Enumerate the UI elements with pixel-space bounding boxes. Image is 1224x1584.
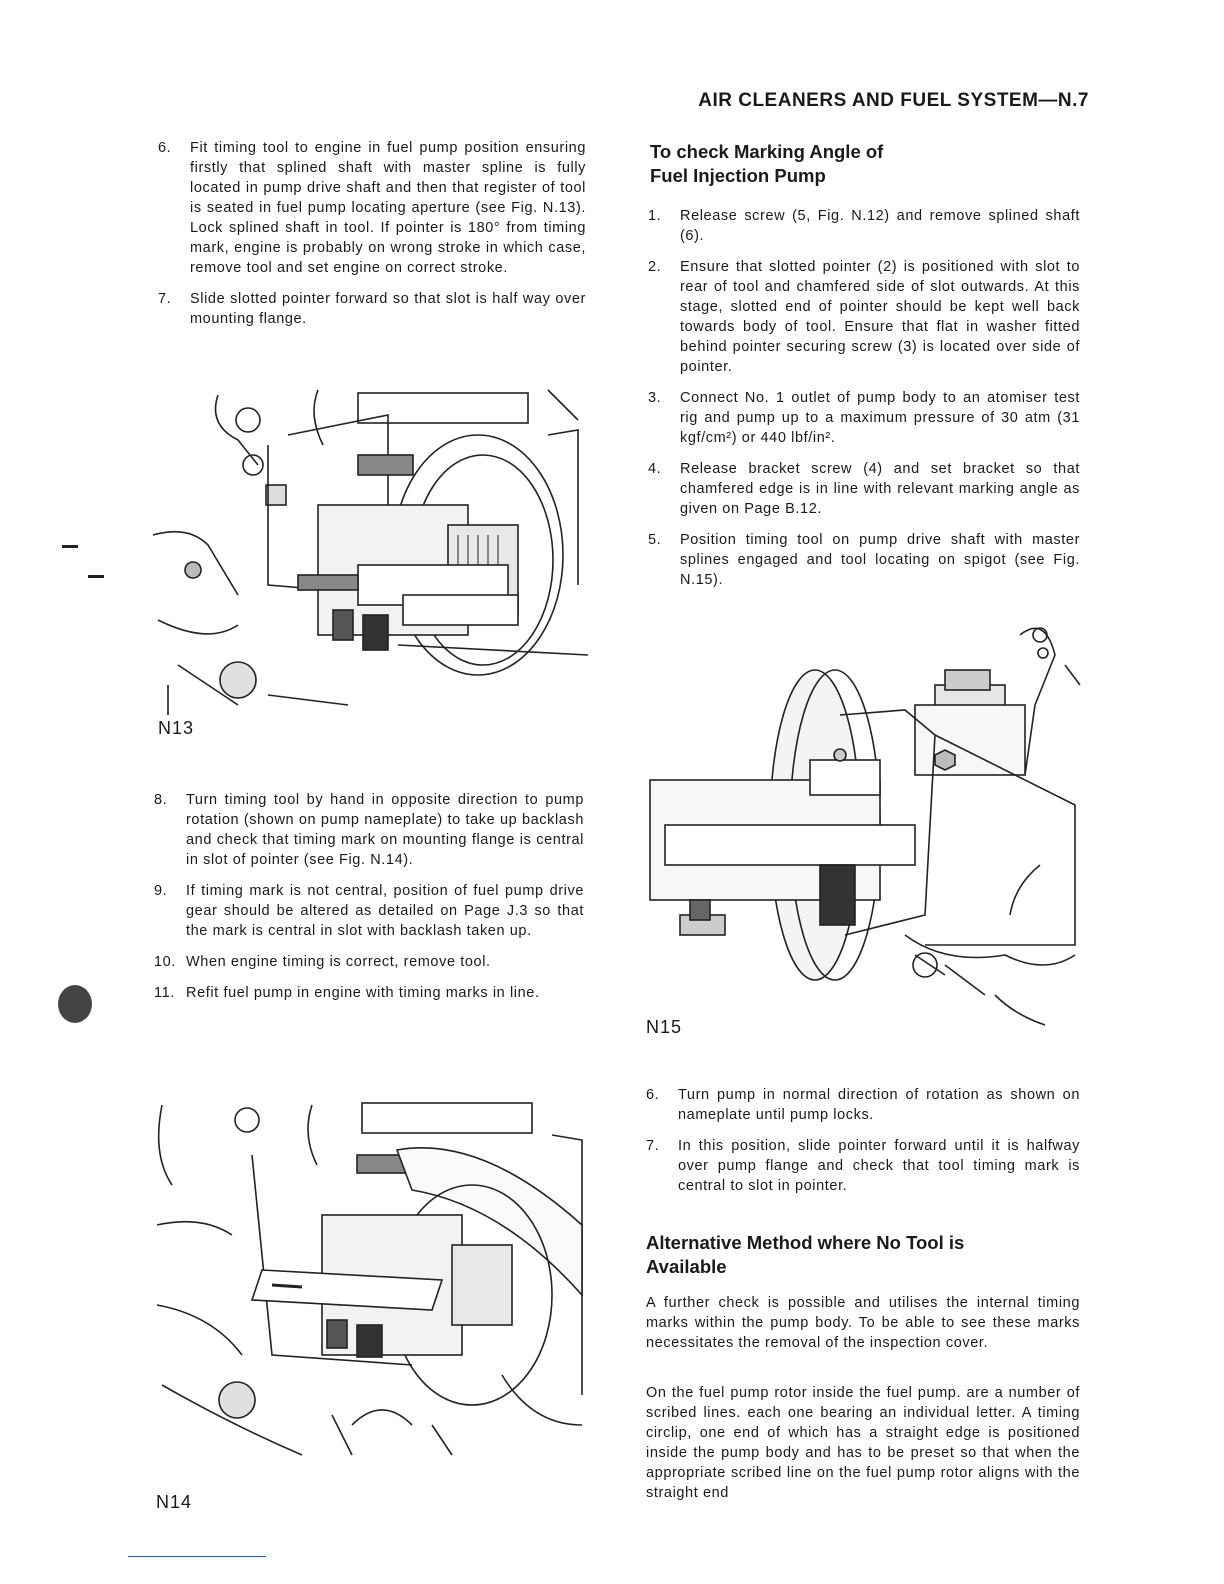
step-text: Refit fuel pump in engine with timing marks in line. — [186, 985, 540, 1001]
step-number: 8. — [154, 792, 168, 808]
section-title-alternative — [646, 1231, 1086, 1279]
alternative-paragraph-2: On the fuel pump rotor inside the fuel pump. are a number of scribed lines. each one bearing an individual letter. A timing circlip, one end of which has a straight edge is positioned inside the pump body and has to be preset so that when the appropriate scribed line on the fuel pump rotor aligns with the straight end — [646, 1385, 1080, 1501]
margin-mark-dash — [62, 545, 78, 548]
list-item — [648, 257, 1080, 377]
figure-n13-drawing — [148, 385, 588, 715]
figure-n14-drawing — [152, 1095, 587, 1465]
step-text: Fit timing tool to engine in fuel pump position ensuring firstly that splined shaft with master spline is fully located in pump drive shaft and then that register of tool is seated in fuel pump locating aperture (see Fig. N.13). Lock splined shaft in tool. If pointer is 180° from timing mark, engine is probably on wrong stroke in which case, remove tool and set engine on correct stroke. — [190, 140, 586, 276]
step-text: Release screw (5, Fig. N.12) and remove splined shaft (6). — [680, 208, 1080, 244]
list-item — [154, 881, 584, 941]
step-text: Position timing tool on pump drive shaft with master splines engaged and tool locating on spigot (see Fig. N.15). — [680, 532, 1080, 588]
step-number: 1. — [648, 208, 662, 224]
right-steps-b — [646, 1085, 1080, 1207]
list-item — [648, 388, 1080, 448]
margin-mark-dash — [88, 575, 104, 578]
step-text: If timing mark is not central, position of fuel pump drive gear should be altered as detailed on Page J.3 so that the mark is central in slot with backlash taken up. — [186, 883, 584, 939]
step-number: 4. — [648, 461, 662, 477]
section-title-line2: Available — [646, 1256, 727, 1277]
step-number: 7. — [158, 291, 172, 307]
section-title-marking-angle — [650, 140, 1090, 188]
step-text: Release bracket screw (4) and set bracket so that chamfered edge is in line with relevant marking angle as given on Page B.12. — [680, 461, 1080, 517]
step-text: Turn pump in normal direction of rotation as shown on nameplate until pump locks. — [678, 1087, 1080, 1123]
list-item — [646, 1085, 1080, 1125]
step-number: 6. — [646, 1087, 660, 1103]
step-text: Connect No. 1 outlet of pump body to an atomiser test rig and pump up to a maximum pressure of 30 atm (31 kgf/cm²) or 440 lbf/in². — [680, 390, 1080, 446]
list-item — [158, 138, 586, 278]
list-item — [154, 983, 584, 1003]
section-title-line2: Fuel Injection Pump — [650, 165, 826, 186]
step-text: Ensure that slotted pointer (2) is positioned with slot to rear of tool and chamfered side of slot outwards. At this stage, slotted end of pointer should be kept well back towards body of tool. Ensure that flat in washer fitted behind pointer securing screw (3) is located over side of pointer. — [680, 259, 1080, 375]
step-number: 2. — [648, 259, 662, 275]
figure-n15-drawing — [645, 615, 1085, 1035]
list-item — [648, 530, 1080, 590]
left-steps-b — [154, 790, 584, 1014]
step-number: 11. — [154, 985, 175, 1001]
step-text: Slide slotted pointer forward so that slot is half way over mounting flange. — [190, 291, 586, 327]
figure-label-n14: N14 — [156, 1492, 193, 1512]
step-number: 7. — [646, 1138, 660, 1154]
list-item — [648, 206, 1080, 246]
list-item — [646, 1136, 1080, 1196]
step-number: 3. — [648, 390, 662, 406]
figure-label-n15: N15 — [646, 1017, 683, 1037]
step-text: In this position, slide pointer forward until it is halfway over pump flange and check that tool timing mark is central to slot in pointer. — [678, 1138, 1080, 1194]
section-title-line1: Alternative Method where No Tool is — [646, 1232, 965, 1253]
footer-rule — [128, 1556, 266, 1557]
binder-hole-mark — [58, 985, 92, 1023]
list-item — [648, 459, 1080, 519]
step-text: When engine timing is correct, remove tool. — [186, 954, 491, 970]
list-item — [154, 952, 584, 972]
left-steps-a — [158, 138, 586, 340]
right-steps-a — [648, 206, 1080, 601]
step-text: Turn timing tool by hand in opposite direction to pump rotation (shown on pump nameplate) to take up backlash and check that timing mark on mounting flange is central in slot of pointer (see Fig. N.14). — [186, 792, 584, 868]
step-number: 5. — [648, 532, 662, 548]
section-title-line1: To check Marking Angle of — [650, 141, 884, 162]
page-header: AIR CLEANERS AND FUEL SYSTEM—N.7 — [698, 90, 1089, 111]
list-item — [158, 289, 586, 329]
step-number: 6. — [158, 140, 172, 156]
figure-label-n13: N13 — [158, 718, 195, 738]
alternative-paragraph-1: A further check is possible and utilises the internal timing marks within the pump body. To be able to see these marks necessitates the removal of the inspection cover. — [646, 1295, 1080, 1351]
list-item — [154, 790, 584, 870]
step-number: 10. — [154, 954, 176, 970]
step-number: 9. — [154, 883, 168, 899]
